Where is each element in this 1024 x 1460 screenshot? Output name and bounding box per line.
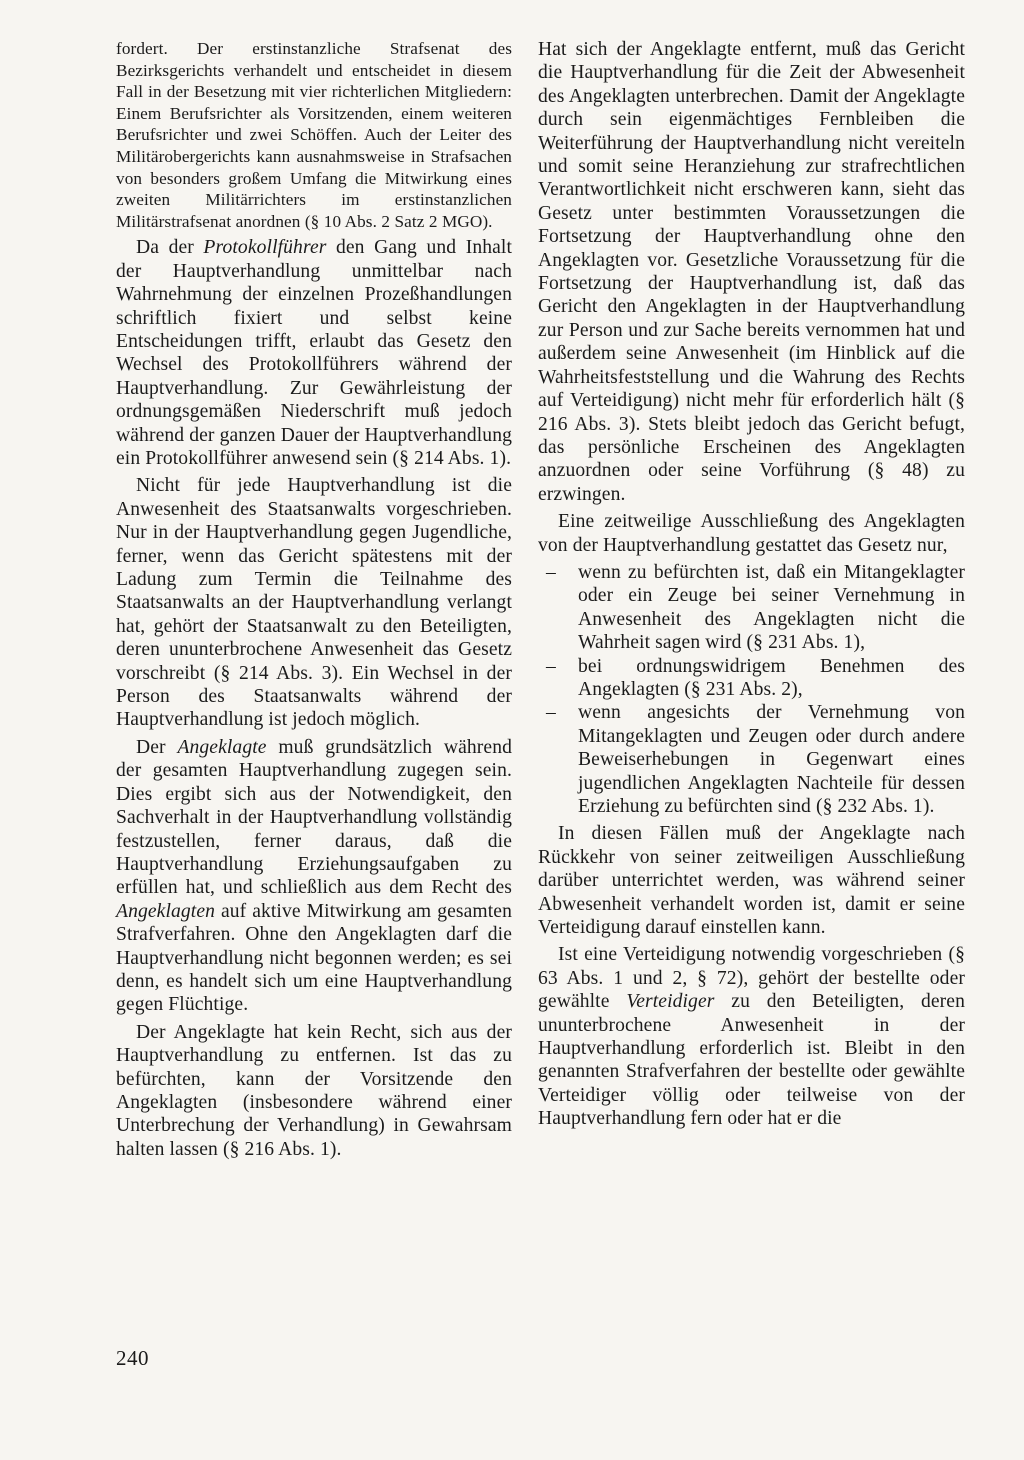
paragraph-protokollfuehrer	[116, 236, 512, 470]
emphasis-term: Protokollführer	[203, 237, 327, 259]
list-item-text: bei ordnungswidrigem Benehmen des Angeklagten (§ 231 Abs. 2),	[578, 655, 965, 700]
text-run: auf aktive Mitwirkung am gesamten Strafverfahren. Ohne den Angeklagten darf die Hauptverhandlung nicht begonnen werden; es sei denn, es handelt sich um eine Hauptverhandlung gegen Flüchtige.	[116, 900, 512, 1016]
paragraph-angeklagte	[116, 736, 512, 1017]
exclusion-list	[538, 561, 965, 818]
dash-bullet: –	[546, 655, 556, 677]
emphasis-term: Angeklagte	[177, 736, 267, 758]
paragraph-staatsanwalt: Nicht für jede Hauptverhandlung ist die Anwesenheit des Staatsanwalts vorgeschrieben. Nur in der Hauptverhandlung gegen Jugendliche, ferner, wenn das Gericht spätestens mit der Ladung zum Termin die Teilnahme des Staatsanwalts an der Hauptverhandlung verlangt hat, gehört der Staatsanwalt zu den Beteiligten, deren ununterbrochene Anwesenheit das Gesetz vorschreibt (§ 214 Abs. 3). Ein Wechsel in der Person des Staatsanwalts während der Hauptverhandlung ist jedoch möglich.	[116, 475, 512, 731]
text-run: muß grundsätzlich während der gesamten Hauptverhandlung zugegen sein. Dies ergibt sich aus der Notwendigkeit, den Sachverhalt in der Hauptverhandlung vollständig festzustellen, ferner daraus, daß die Hauptverhandlung Erziehungsaufgaben zu erfüllen hat, und schließlich aus dem Recht des	[116, 736, 512, 899]
list-item	[538, 701, 965, 818]
dash-bullet: –	[546, 561, 556, 583]
list-item	[538, 655, 965, 702]
left-column	[116, 38, 512, 1165]
paragraph-verteidiger	[538, 943, 965, 1130]
text-run: Der	[136, 736, 178, 758]
paragraph-return-notification: In diesen Fällen muß der Angeklagte nach Rückkehr von seiner zeitweiligen Ausschließung darüber unterrichtet werden, was während seiner Abwesenheit verhandelt worden ist, damit er seine Verteidigung darauf einstellen kann.	[538, 823, 965, 939]
paragraph-no-right-to-leave: Der Angeklagte hat kein Recht, sich aus der Hauptverhandlung zu entfernen. Ist das zu befürchten, kann der Vorsitzende den Angeklagten (insbesondere während einer Unterbrechung der Verhandlung) in Gewahrsam halten lassen (§ 216 Abs. 1).	[116, 1021, 512, 1160]
text-run: Da der	[136, 237, 204, 259]
right-column	[538, 38, 965, 1135]
text-run: den Gang und Inhalt der Hauptverhandlung unmittelbar nach Wahrnehmung der einzelnen Prozeßhandlungen schriftlich fixiert und selbst keine Entscheidungen trifft, erlaubt das Gesetz den Wechsel des Protokollführers während der Hauptverhandlung. Zur Gewährleistung der ordnungsgemäßen Niederschrift muß jedoch während der ganzen Dauer der Hauptverhandlung ein Protokollführer anwesend sein (§ 214 Abs. 1).	[116, 237, 512, 469]
list-item-text: wenn angesichts der Vernehmung von Mitangeklagten und Zeugen oder durch andere Beweiserhebungen in Gegenwart eines jugendlichen Angeklagten Nachteile für dessen Erziehung zu befürchten sind (§ 232 Abs. 1).	[578, 702, 965, 817]
page-number: 240	[116, 1346, 149, 1370]
dash-bullet: –	[546, 702, 556, 724]
paragraph-court-composition: fordert. Der erstinstanzliche Strafsenat des Bezirksgerichts verhandelt und entscheidet in diesem Fall in der Besetzung mit vier richterlichen Mitgliedern: Einem Berufsrichter als Vorsitzenden, einem weiteren Berufsrichter und zwei Schöffen. Auch der Leiter des Militärobergerichts kann ausnahmsweise in Strafsachen von besonders großem Umfang die Mitwirkung eines zweiten Militärrichters im erstinstanzlichen Militärstrafsenat anordnen (§ 10 Abs. 2 Satz 2 MGO).	[116, 39, 512, 231]
paragraph-absence: Hat sich der Angeklagte entfernt, muß das Gericht die Hauptverhandlung für die Zeit der Abwesenheit des Angeklagten unterbrechen. Damit der Angeklagte durch sein eigenmächtiges Fernbleiben die Weiterführung der Hauptverhandlung nicht vereiteln und somit seine Heranziehung zur strafrechtlichen Verantwortlichkeit nicht erschweren kann, sieht das Gesetz unter bestimmten Voraussetzungen die Fortsetzung der Hauptverhandlung ohne den Angeklagten vor. Gesetzliche Voraussetzung für die Fortsetzung der Hauptverhandlung ist, daß das Gericht den Angeklagten in der Hauptverhandlung zur Person und zur Sache bereits vernommen hat und außerdem seine Anwesenheit (im Hinblick auf die Wahrheitsfeststellung und die Wahrung des Rechts auf Verteidigung) nicht mehr für erforderlich hält (§ 216 Abs. 3). Stets bleibt jedoch das Gericht befugt, das persönliche Erscheinen des Angeklagten anzuordnen oder seine Vorführung (§ 48) zu erzwingen.	[538, 39, 965, 505]
text-run: zu den Beteiligten, deren ununterbrochene Anwesenheit in der Hauptverhandlung erforderlich ist. Bleibt in den genannten Strafverfahren der bestellte oder gewählte Verteidiger völlig oder teilweise von der Hauptverhandlung fern oder hat er die	[538, 991, 965, 1130]
list-item	[538, 561, 965, 655]
list-item-text: wenn zu befürchten ist, daß ein Mitangeklagter oder ein Zeuge bei seiner Vernehmung in Anwesenheit des Angeklagten nicht die Wahrheit sagen wird (§ 231 Abs. 1),	[578, 561, 965, 654]
emphasis-term: Angeklagten	[116, 900, 216, 922]
text-run: Ist eine Verteidigung notwendig vorgeschrieben (§ 63 Abs. 1 und 2, § 72), gehört der bestellte oder gewählte	[538, 944, 965, 1013]
emphasis-term: Verteidiger	[626, 991, 715, 1013]
paragraph-exclusion-intro: Eine zeitweilige Ausschließung des Angeklagten von der Hauptverhandlung gestattet das Gesetz nur,	[538, 511, 965, 556]
